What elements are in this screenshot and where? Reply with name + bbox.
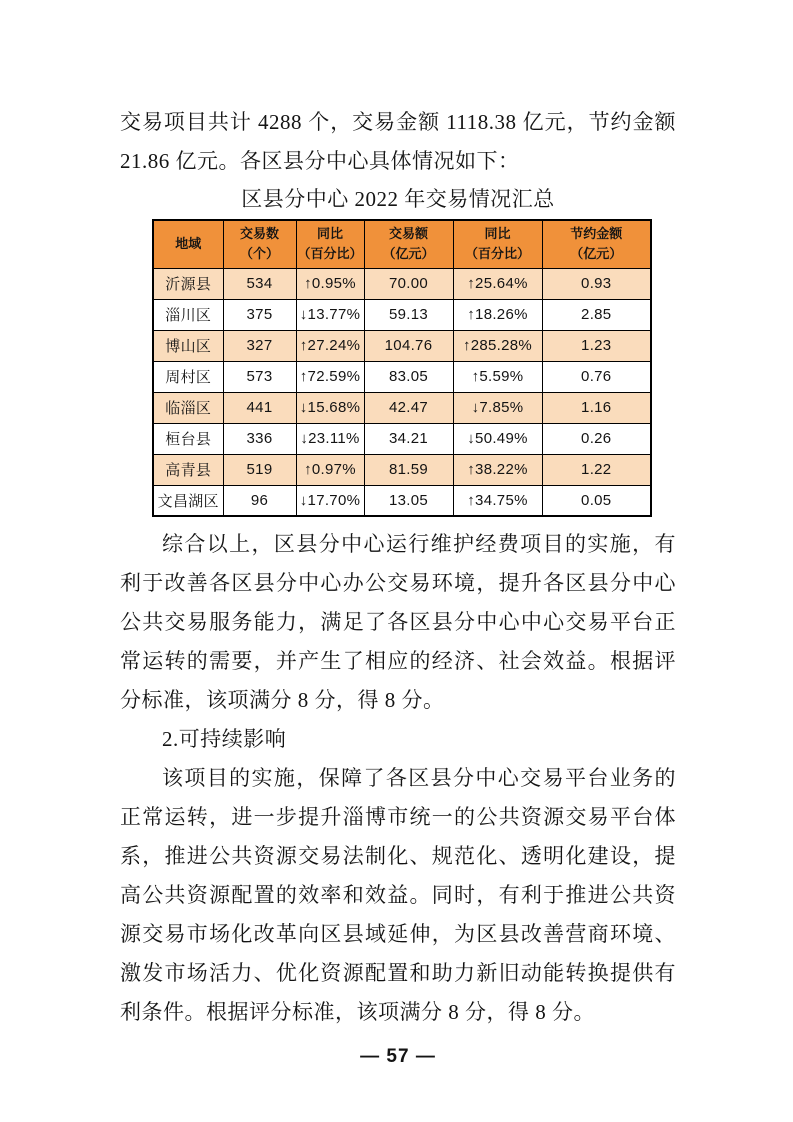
header-line: （个） <box>239 246 279 262</box>
header-line: 交易数 <box>239 226 279 242</box>
table-cell: 博山区 <box>153 330 223 361</box>
table-cell: 沂源县 <box>153 268 223 299</box>
header-line: 同比 <box>484 226 511 242</box>
table-cell: 13.05 <box>364 485 453 516</box>
table-cell: ↓13.77% <box>296 299 364 330</box>
table-row <box>153 485 651 516</box>
table-row <box>153 361 651 392</box>
table-cell: 0.05 <box>542 485 651 516</box>
table-cell: 桓台县 <box>153 423 223 454</box>
table-row <box>153 423 651 454</box>
table-cell: 81.59 <box>364 454 453 485</box>
header-line: 节约金额 <box>570 226 623 242</box>
table-cell: 441 <box>223 392 296 423</box>
table-cell: ↓23.11% <box>296 423 364 454</box>
column-header-region <box>153 220 223 268</box>
table-cell: ↓15.68% <box>296 392 364 423</box>
summary-paragraph: 综合以上，区县分中心运行维护经费项目的实施，有利于改善各区县分中心办公交易环境，提升各区县分中心公共交易服务能力，满足了各区县分中心中心交易平台正常运转的需要，并产生了相应的经济、社会效益。根据评分标准，该项满分 8 分，得 8 分。 <box>120 532 676 712</box>
table-cell: 573 <box>223 361 296 392</box>
table-row <box>153 330 651 361</box>
table-cell: ↑38.22% <box>453 454 542 485</box>
table-cell: 高青县 <box>153 454 223 485</box>
table-cell: 375 <box>223 299 296 330</box>
table-cell: ↑34.75% <box>453 485 542 516</box>
column-header-amount-yoy <box>453 220 542 268</box>
table-cell: ↓7.85% <box>453 392 542 423</box>
table-cell: 336 <box>223 423 296 454</box>
table-row <box>153 299 651 330</box>
table-cell: ↑72.59% <box>296 361 364 392</box>
table-cell: 104.76 <box>364 330 453 361</box>
intro-paragraph: 交易项目共计 4288 个，交易金额 1118.38 亿元，节约金额 21.86 亿元。各区县分中心具体情况如下： <box>120 110 676 173</box>
table-cell: 0.26 <box>542 423 651 454</box>
table-cell: 1.23 <box>542 330 651 361</box>
table-cell: 文昌湖区 <box>153 485 223 516</box>
sustainability-paragraph: 该项目的实施，保障了各区县分中心交易平台业务的正常运转，进一步提升淄博市统一的公共资源交易平台体系，推进公共资源交易法制化、规范化、透明化建设，提高公共资源配置的效率和效益。同时，有利于推进公共资源交易市场化改革向区县域延伸，为区县改善营商环境、激发市场活力、优化资源配置和助力新旧动能转换提供有利条件。根据评分标准，该项满分 8 分，得 8 分。 <box>120 766 676 1024</box>
header-line: （百分比） <box>464 246 530 262</box>
table-cell: 临淄区 <box>153 392 223 423</box>
column-header-amount <box>364 220 453 268</box>
page-content <box>120 103 676 1032</box>
header-line: （亿元） <box>570 246 623 262</box>
column-header-count-yoy <box>296 220 364 268</box>
header-line: （亿元） <box>382 246 435 262</box>
transactions-summary-table <box>152 219 652 517</box>
table-cell: ↑25.64% <box>453 268 542 299</box>
table-cell: ↑27.24% <box>296 330 364 361</box>
table-cell: ↑285.28% <box>453 330 542 361</box>
table-cell: 0.76 <box>542 361 651 392</box>
table-cell: 327 <box>223 330 296 361</box>
table-cell: 519 <box>223 454 296 485</box>
column-header-savings <box>542 220 651 268</box>
table-cell: 34.21 <box>364 423 453 454</box>
table-cell: 96 <box>223 485 296 516</box>
table-cell: ↑0.97% <box>296 454 364 485</box>
table-cell: ↑18.26% <box>453 299 542 330</box>
table-cell: 0.93 <box>542 268 651 299</box>
table-cell: 83.05 <box>364 361 453 392</box>
section-heading: 2.可持续影响 <box>162 727 287 751</box>
table-cell: 2.85 <box>542 299 651 330</box>
header-line: 地域 <box>175 236 202 252</box>
header-line: （百分比） <box>297 246 363 262</box>
table-cell: 534 <box>223 268 296 299</box>
table-cell: ↑0.95% <box>296 268 364 299</box>
table-cell: 70.00 <box>364 268 453 299</box>
table-row <box>153 392 651 423</box>
table-cell: 42.47 <box>364 392 453 423</box>
page-number: — 57 — <box>360 1046 436 1067</box>
table-header-row <box>153 220 651 268</box>
table-cell: 淄川区 <box>153 299 223 330</box>
header-line: 同比 <box>316 226 343 242</box>
table-title: 区县分中心 2022 年交易情况汇总 <box>241 187 555 211</box>
table-cell: 1.16 <box>542 392 651 423</box>
header-line: 交易额 <box>388 226 428 242</box>
column-header-count <box>223 220 296 268</box>
table-cell: ↓50.49% <box>453 423 542 454</box>
table-cell: 周村区 <box>153 361 223 392</box>
table-cell: ↑5.59% <box>453 361 542 392</box>
table-row <box>153 454 651 485</box>
table-cell: 59.13 <box>364 299 453 330</box>
table-row <box>153 268 651 299</box>
table-cell: ↓17.70% <box>296 485 364 516</box>
table-cell: 1.22 <box>542 454 651 485</box>
